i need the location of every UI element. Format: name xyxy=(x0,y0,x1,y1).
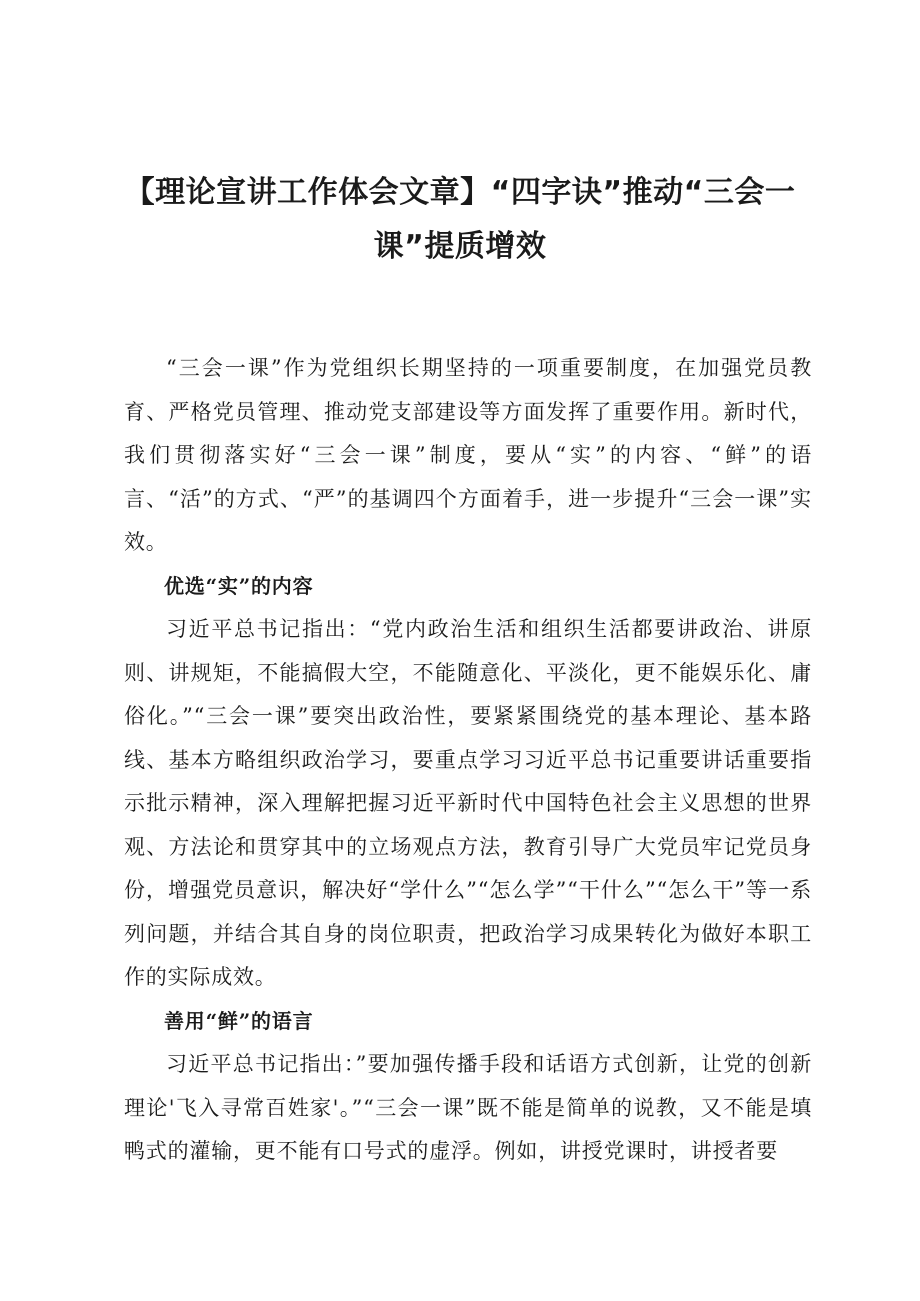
content-paragraph: 习近平总书记指出：“党内政治生活和组织生活都要讲政治、讲原则、讲规矩，不能搞假大空，不能随意化、平淡化，更不能娱乐化、庸俗化。”“三会一课”要突出政治性，要紧紧围绕党的基本理论、基本路线、基本方略组织政治学习，要重点学习习近平总书记重要讲话重要指示批示精神，深入理解把握习近平新时代中国特色社会主义思想的世界观、方法论和贯穿其中的立场观点方法，教育引导广大党员牢记党员身份，增强党员意识，解决好“学什么”“怎么学”“干什么”“怎么干”等一系列问题，并结合其自身的岗位职责，把政治学习成果转化为做好本职工作的实际成效。 xyxy=(124,617,812,989)
section-heading-language: 善用“鲜”的语言 xyxy=(164,1008,314,1033)
section-heading-content: 优选“实”的内容 xyxy=(164,573,314,598)
language-paragraph: 习近平总书记指出：”要加强传播手段和话语方式创新，让党的创新理论'飞入寻常百姓家'。”“三会一课”既不能是简单的说教，又不能是填鸭式的灌输，更不能有口号式的虚浮。例如，讲授党课时，讲授者要 xyxy=(124,1052,812,1163)
intro-paragraph: “三会一课”作为党组织长期坚持的一项重要制度，在加强党员教育、严格党员管理、推动党支部建设等方面发挥了重要作用。新时代，我们贯彻落实好“三会一课”制度，要从“实”的内容、“鲜”的语言、“活”的方式、“严”的基调四个方面着手，进一步提升“三会一课”实效。 xyxy=(124,356,812,554)
document-body xyxy=(124,347,812,1174)
document-title: 【理论宣讲工作体会文章】“四字诀”推动“三会一课”提质增效 xyxy=(124,175,796,264)
